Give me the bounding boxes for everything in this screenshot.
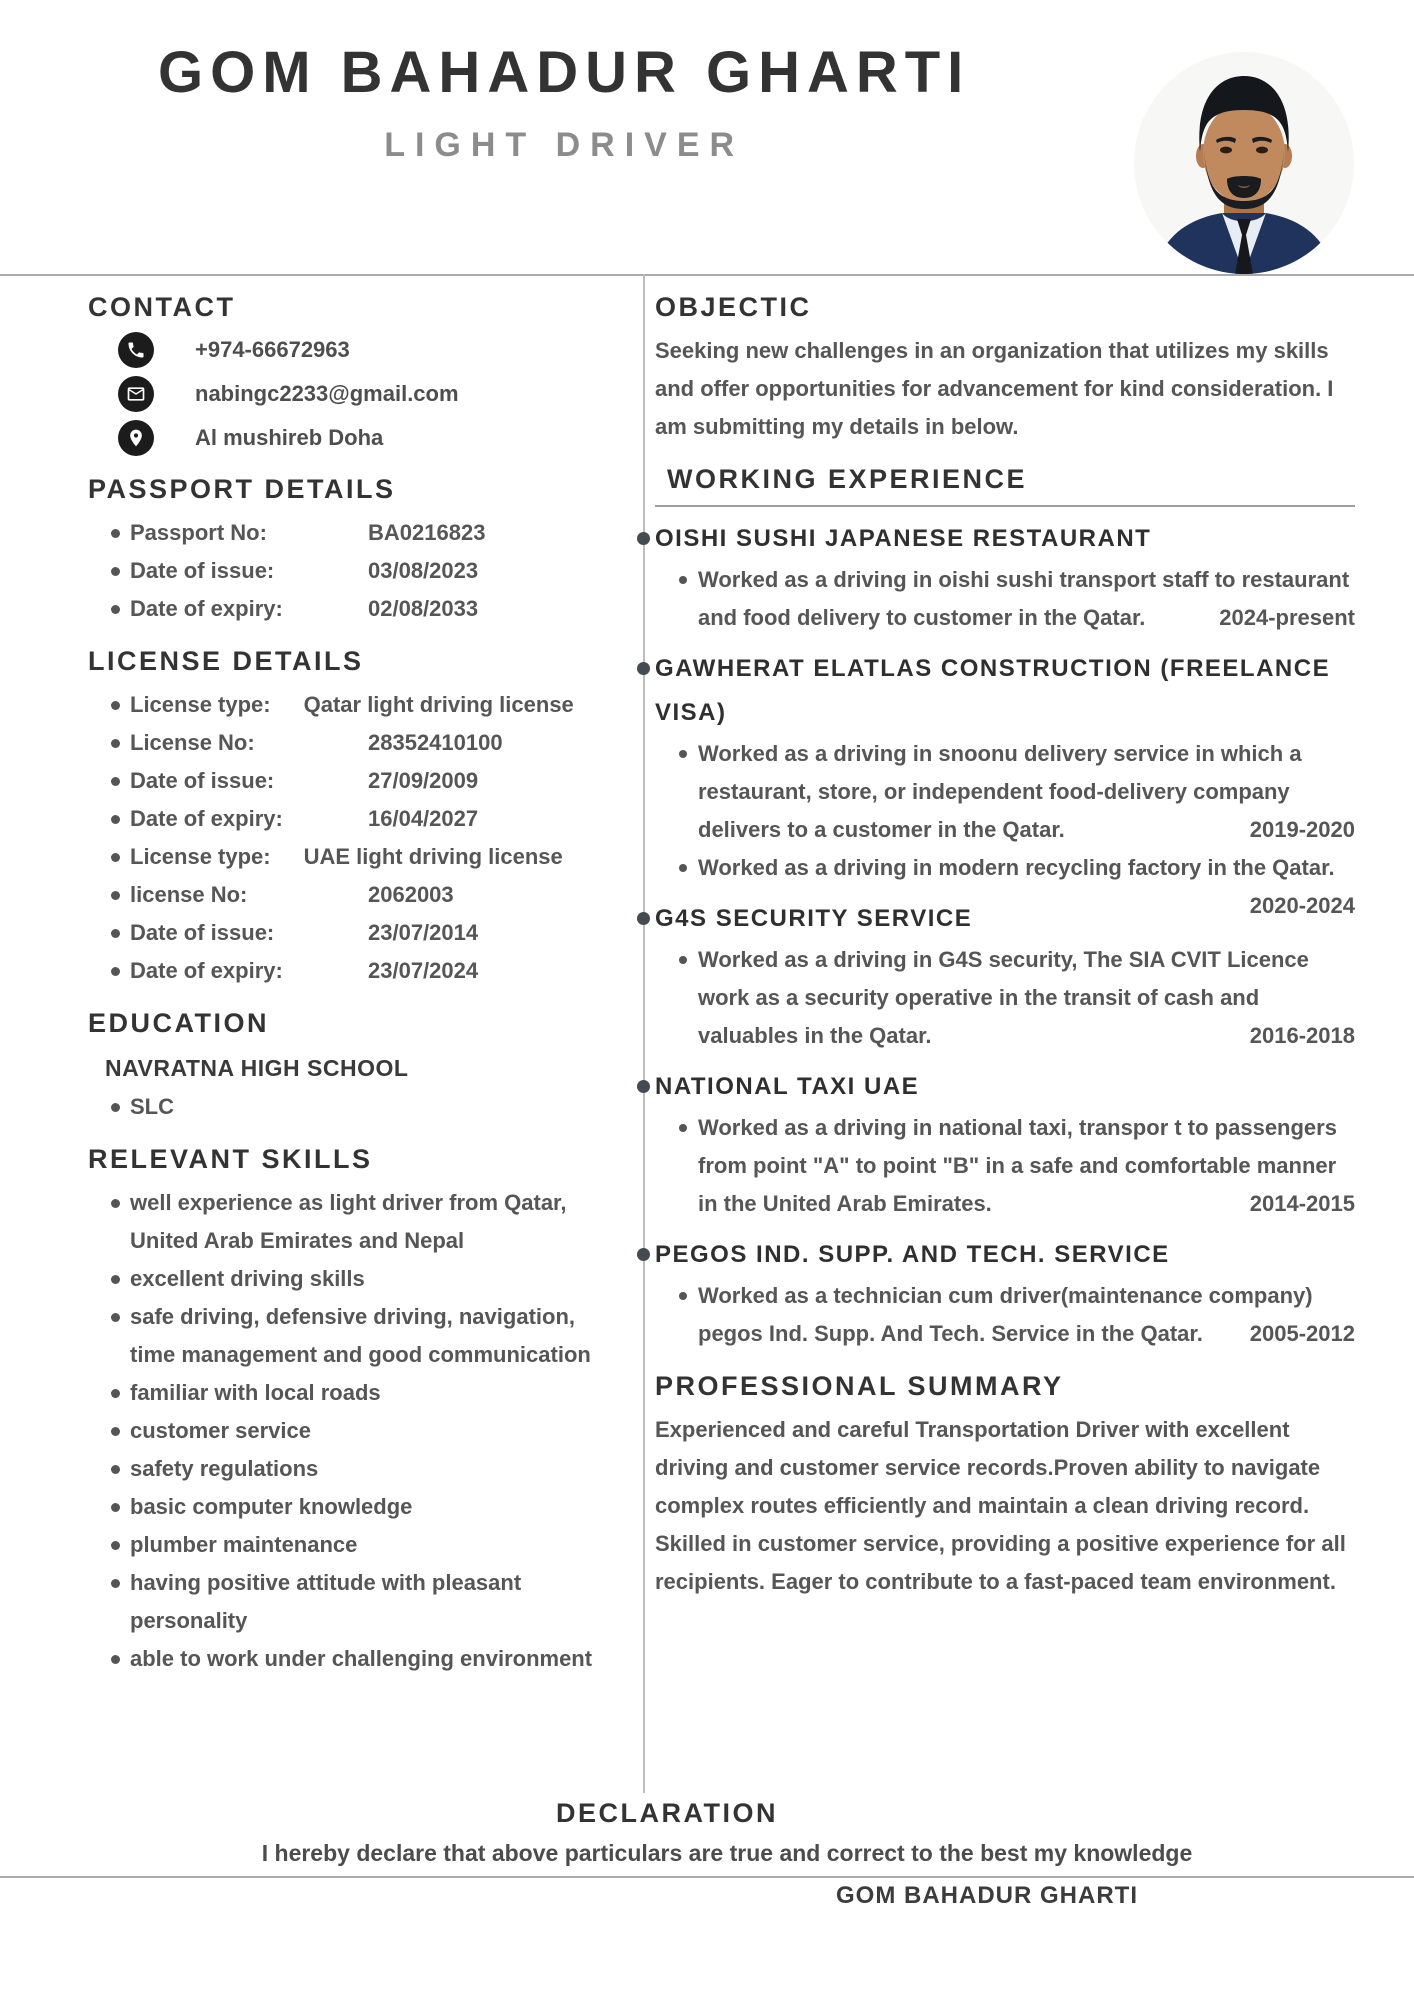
job-date: 2005-2012 [1249, 1321, 1355, 1346]
education-item: SLC [88, 1088, 616, 1126]
job-bullet: Worked as a driving in snoonu delivery service in which a restaurant, store, or independent food-delivery company delivers to a customer in the Qatar. 2019-2020 [655, 735, 1355, 849]
right-column [655, 290, 1355, 1601]
experience-heading: WORKING EXPERIENCE [655, 462, 1355, 507]
mail-icon [118, 376, 154, 412]
contact-location-row [118, 420, 616, 456]
skill-item: having positive attitude with pleasant personality [88, 1564, 616, 1640]
location-icon [118, 420, 154, 456]
license-heading: LICENSE DETAILS [88, 646, 364, 676]
job-bullet: Worked as a driving in modern recycling factory in the Qatar. 2020-2024 [655, 849, 1355, 887]
job-entry [655, 1233, 1355, 1353]
skill-item: customer service [88, 1412, 616, 1450]
job-date: 2016-2018 [1249, 1023, 1355, 1048]
column-divider [643, 274, 645, 1793]
location-text: Al mushireb Doha [195, 425, 384, 450]
contact-heading: CONTACT [88, 292, 236, 322]
job-bullet: Worked as a driving in national taxi, transpor t to passengers from point "A" to point "B" in a safe and comfortable manner in the United Arab Emirates. 2014-2015 [655, 1109, 1355, 1223]
skills-heading: RELEVANT SKILLS [88, 1144, 373, 1174]
license-row: Date of issue: 27/09/2009 [88, 762, 616, 800]
footer-rule [0, 1876, 1414, 1878]
company-name: GAWHERAT ELATLAS CONSTRUCTION (FREELANCE VISA) [655, 647, 1355, 735]
signature-name: GOM BAHADUR GHARTI [836, 1882, 1138, 1909]
phone-number: +974-66672963 [195, 337, 350, 362]
page-title: GOM BAHADUR GHARTI [158, 40, 971, 105]
declaration-heading: DECLARATION [556, 1798, 778, 1828]
skill-item: plumber maintenance [88, 1526, 616, 1564]
job-date: 2020-2024 [1249, 893, 1355, 918]
passport-heading: PASSPORT DETAILS [88, 474, 396, 504]
license-row: Date of expiry: 23/07/2024 [88, 952, 616, 990]
job-entry [655, 647, 1355, 918]
job-entry [655, 517, 1355, 637]
passport-row: Date of issue: 03/08/2023 [88, 552, 616, 590]
company-name: NATIONAL TAXI UAE [655, 1065, 1355, 1109]
contact-phone-row [118, 332, 616, 368]
license-row: Date of issue: 23/07/2014 [88, 914, 616, 952]
company-name: G4S SECURITY SERVICE [655, 897, 1355, 941]
summary-text: Experienced and careful Transportation Driver with excellent driving and customer service records.Proven ability to navigate complex routes efficiently and maintain a clean driving record. Skilled in customer service, providing a positive experience for all recipients. Eager to contribute to a fast-paced team environment. [655, 1417, 1346, 1594]
job-date: 2019-2020 [1249, 817, 1355, 842]
objective-text: Seeking new challenges in an organization that utilizes my skills and offer opportunities for advancement for kind consideration. I am submitting my details in below. [655, 338, 1334, 439]
education-heading: EDUCATION [88, 1008, 269, 1038]
skill-item: basic computer knowledge [88, 1488, 616, 1526]
skill-item: well experience as light driver from Qatar, United Arab Emirates and Nepal [88, 1184, 616, 1260]
skill-item: safe driving, defensive driving, navigation, time management and good communication [88, 1298, 616, 1374]
skill-item: excellent driving skills [88, 1260, 616, 1298]
job-bullet: Worked as a technician cum driver(maintenance company) pegos Ind. Supp. And Tech. Service in the Qatar. 2005-2012 [655, 1277, 1355, 1353]
job-bullet: Worked as a driving in oishi sushi transport staff to restaurant and food delivery to customer in the Qatar. 2024-present [655, 561, 1355, 637]
declaration-text: I hereby declare that above particulars are true and correct to the best my knowledge [261, 1840, 1193, 1866]
license-row: License type: UAE light driving license [88, 838, 616, 876]
summary-heading: PROFESSIONAL SUMMARY [655, 1371, 1064, 1401]
company-name: PEGOS IND. SUPP. AND TECH. SERVICE [655, 1233, 1355, 1277]
phone-icon [118, 332, 154, 368]
job-date: 2014-2015 [1249, 1191, 1355, 1216]
license-row: License type: Qatar light driving license [88, 686, 616, 724]
job-bullet: Worked as a driving in G4S security, The SIA CVIT Licence work as a security operative in the transit of cash and valuables in the Qatar. 2016-2018 [655, 941, 1355, 1055]
job-date: 2024-present [1219, 605, 1355, 630]
profile-photo [1134, 52, 1354, 274]
job-title: LIGHT DRIVER [384, 126, 745, 164]
email-address: nabingc2233@gmail.com [195, 381, 459, 406]
header-block [158, 40, 970, 165]
objective-heading: OBJECTIC [655, 292, 812, 322]
skill-item: able to work under challenging environment [88, 1640, 616, 1678]
skill-item: familiar with local roads [88, 1374, 616, 1412]
license-row: license No: 2062003 [88, 876, 616, 914]
left-column [88, 290, 616, 1678]
license-row: Date of expiry: 16/04/2027 [88, 800, 616, 838]
header-rule [0, 274, 1414, 276]
declaration-block [0, 1796, 1414, 1868]
passport-row: Passport No: BA0216823 [88, 514, 616, 552]
passport-row: Date of expiry: 02/08/2033 [88, 590, 616, 628]
job-entry [655, 897, 1355, 1055]
company-name: OISHI SUSHI JAPANESE RESTAURANT [655, 517, 1355, 561]
school-name: NAVRATNA HIGH SCHOOL [105, 1055, 409, 1081]
license-row: License No: 28352410100 [88, 724, 616, 762]
skill-item: safety regulations [88, 1450, 616, 1488]
contact-email-row [118, 376, 616, 412]
job-entry [655, 1065, 1355, 1223]
